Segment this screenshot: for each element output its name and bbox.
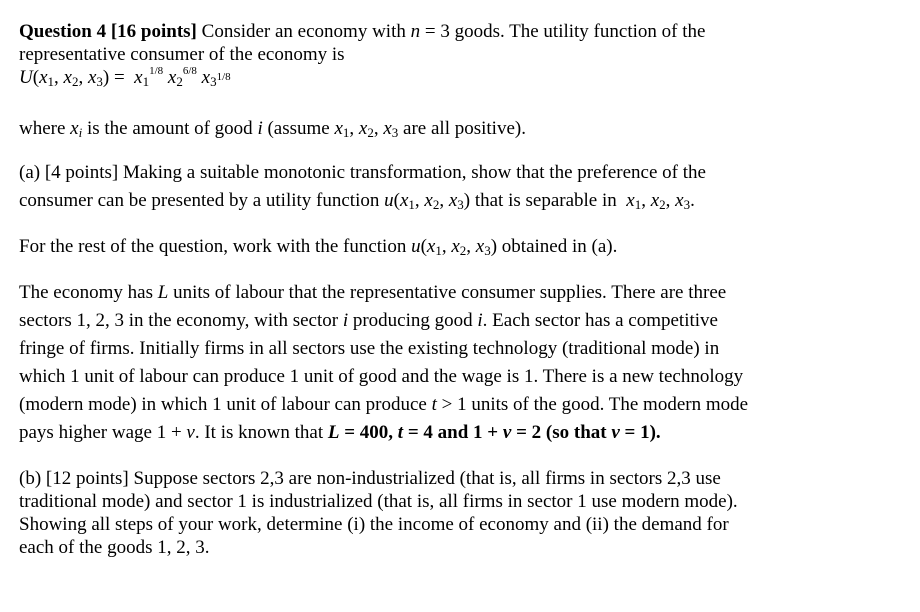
economy-line-2: sectors 1, 2, 3 in the economy, with sector i producing good i. Each sector has a competitive: [19, 310, 718, 331]
part-b-line-3: Showing all steps of your work, determine (i) the income of economy and (ii) the demand for: [19, 514, 729, 535]
part-b-line-4: each of the goods 1, 2, 3.: [19, 537, 210, 558]
part-b: [19, 467, 738, 559]
part-a-line-1: (a) [4 points] Making a suitable monotonic transformation, show that the preference of the: [19, 162, 706, 183]
economy-line-1: The economy has L units of labour that the representative consumer supplies. There are three: [19, 282, 727, 303]
question-intro-line-2: representative consumer of the economy is: [19, 44, 345, 65]
variable-definition: where $x_i$ is the amount of good i (assume $x_1$, $x_2$, $x_3$ are all positive).: [19, 118, 526, 140]
part-b-line-1: (b) [12 points] Suppose sectors 2,3 are non-industrialized (that is, all firms in sectors 2,3 use: [19, 468, 721, 489]
utility-function-formula: $U(x_1$, $x_2$, $x_3) = x_1^{1/8}$ $x_2^{6/8}$ $x_3^{1/8}$: [19, 65, 231, 89]
part-a: [19, 159, 706, 215]
rest-instruction: For the rest of the question, work with the function $u(x_1$, $x_2$, $x_3$) obtained in (a).: [19, 236, 618, 258]
question-header: [19, 20, 705, 89]
economy-line-5: (modern mode) in which 1 unit of labour can produce t > 1 units of the good. The modern mode: [19, 394, 749, 415]
economy-description: [19, 279, 748, 447]
part-b-line-2: traditional mode) and sector 1 is industrialized (that is, all firms in sector 1 use modern mode).: [19, 491, 738, 512]
economy-line-3: fringe of firms. Initially firms in all sectors use the existing technology (traditional mode) in: [19, 338, 720, 359]
question-intro-line-1: Question 4 [16 points] Consider an economy with n = 3 goods. The utility function of the: [19, 21, 706, 42]
economy-line-6: pays higher wage 1 + v. It is known that L = 400, t = 4 and 1 + v = 2 (so that v = 1).: [19, 422, 661, 443]
question-label: Question 4 [16 points]: [19, 21, 197, 42]
economy-line-4: which 1 unit of labour can produce 1 unit of good and the wage is 1. There is a new technology: [19, 366, 744, 387]
part-a-line-2: consumer can be presented by a utility function $u(x_1$, $x_2$, $x_3$) that is separable in $x_1$, $x_2$, $x_3$.: [19, 190, 695, 212]
